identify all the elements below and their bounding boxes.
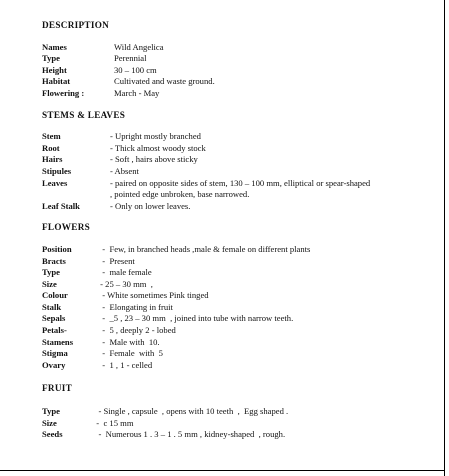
ovary-label: Ovary: [42, 359, 66, 370]
position-label: Position: [42, 243, 72, 254]
page-border-right: [444, 0, 445, 476]
type-value: Perennial: [114, 53, 147, 64]
description-row-habitat: [42, 76, 437, 88]
names-value: Wild Angelica: [114, 41, 164, 52]
description-section: [42, 20, 437, 100]
flower-size-label: Size: [42, 278, 57, 289]
fruit-type-label: Type: [42, 406, 60, 417]
position-value: - Few, in branched heads ,male & female on different plants: [98, 243, 311, 254]
flowers-row-bracts: [42, 256, 437, 268]
flowers-section: [42, 222, 437, 371]
flower-type-label: Type: [42, 267, 60, 278]
habitat-value: Cultivated and waste ground.: [114, 76, 215, 87]
description-row-flowering: [42, 88, 437, 100]
fruit-size-value: - c 15 mm: [92, 417, 134, 428]
flower-size-value: - 25 – 30 mm ,: [98, 278, 153, 289]
stalk-value: - Elongating in fruit: [98, 301, 173, 312]
description-row-height: [42, 65, 437, 77]
colour-label: Colour: [42, 290, 68, 301]
flower-type-value: - male female: [98, 267, 152, 278]
stamens-value: - Male with 10.: [98, 336, 160, 347]
flowers-row-stamens: [42, 337, 437, 349]
flowers-row-type: [42, 267, 437, 279]
leaf-stalk-label: Leaf Stalk: [42, 200, 80, 211]
stems-row-leaves: [42, 178, 437, 201]
hairs-value: - Soft , hairs above sticky: [110, 154, 198, 165]
ovary-value: - 1 , 1 - celled: [98, 359, 153, 370]
fruit-row-size: [42, 418, 437, 430]
stems-row-stipules: [42, 166, 437, 178]
fruit-row-type: [42, 406, 437, 418]
seeds-value: - Numerous 1 . 3 – 1 . 5 mm , kidney-shaped , rough.: [92, 429, 286, 440]
stigma-label: Stigma: [42, 348, 68, 359]
stamens-label: Stamens: [42, 336, 74, 347]
petals-label: Petals-: [42, 325, 67, 336]
habitat-label: Habitat: [42, 76, 71, 87]
type-label: Type: [42, 53, 60, 64]
leaves-label: Leaves: [42, 177, 68, 188]
petals-value: - 5 , deeply 2 - lobed: [98, 325, 176, 336]
fruit-heading: FRUIT: [42, 383, 73, 394]
stems-row-leaf-stalk: [42, 201, 437, 213]
root-label: Root: [42, 142, 60, 153]
root-value: - Thick almost woody stock: [110, 142, 206, 153]
seeds-label: Seeds: [42, 429, 63, 440]
document-content: [42, 20, 437, 441]
flowers-row-petals: [42, 325, 437, 337]
description-row-type: [42, 53, 437, 65]
stems-row-stem: [42, 131, 437, 143]
flowers-row-colour: [42, 290, 437, 302]
fruit-type-value: - Single , capsule , opens with 10 teeth , Egg shaped .: [92, 406, 289, 417]
hairs-label: Hairs: [42, 154, 63, 165]
stipules-value: - Absent: [110, 165, 139, 176]
stipules-label: Stipules: [42, 165, 72, 176]
flowers-row-stalk: [42, 302, 437, 314]
fruit-section: [42, 383, 437, 440]
flowers-row-ovary: [42, 360, 437, 372]
leaves-value: - paired on opposite sides of stem, 130 – 100 mm, elliptical or spear-shaped , pointed edge unbroken, base narrowed.: [110, 177, 371, 200]
bracts-label: Bracts: [42, 255, 66, 266]
colour-value: - White sometimes Pink tinged: [98, 290, 209, 301]
names-label: Names: [42, 41, 67, 52]
flowering-label: Flowering :: [42, 87, 85, 98]
stems-leaves-heading: STEMS & LEAVES: [42, 109, 126, 120]
page-border-bottom: [0, 470, 445, 471]
stalk-label: Stalk: [42, 301, 62, 312]
fruit-size-label: Size: [42, 417, 57, 428]
stems-leaves-section: [42, 110, 437, 213]
description-row-names: [42, 42, 437, 54]
height-value: 30 – 100 cm: [114, 64, 157, 75]
flowers-row-size: [42, 279, 437, 291]
stems-row-root: [42, 143, 437, 155]
stigma-value: - Female with 5: [98, 348, 163, 359]
sepals-value: - _5 , 23 – 30 mm , joined into tube with narrow teeth.: [98, 313, 294, 324]
flowers-row-position: [42, 244, 437, 256]
height-label: Height: [42, 64, 67, 75]
sepals-label: Sepals: [42, 313, 66, 324]
leaf-stalk-value: - Only on lower leaves.: [110, 200, 191, 211]
flowers-row-sepals: [42, 313, 437, 325]
flowering-value: March - May: [114, 87, 160, 98]
flowers-row-stigma: [42, 348, 437, 360]
fruit-row-seeds: [42, 429, 437, 441]
description-heading: DESCRIPTION: [42, 20, 110, 30]
stems-row-hairs: [42, 154, 437, 166]
stem-value: - Upright mostly branched: [110, 131, 201, 142]
flowers-heading: FLOWERS: [42, 222, 91, 233]
stem-label: Stem: [42, 131, 61, 142]
bracts-value: - Present: [98, 255, 135, 266]
